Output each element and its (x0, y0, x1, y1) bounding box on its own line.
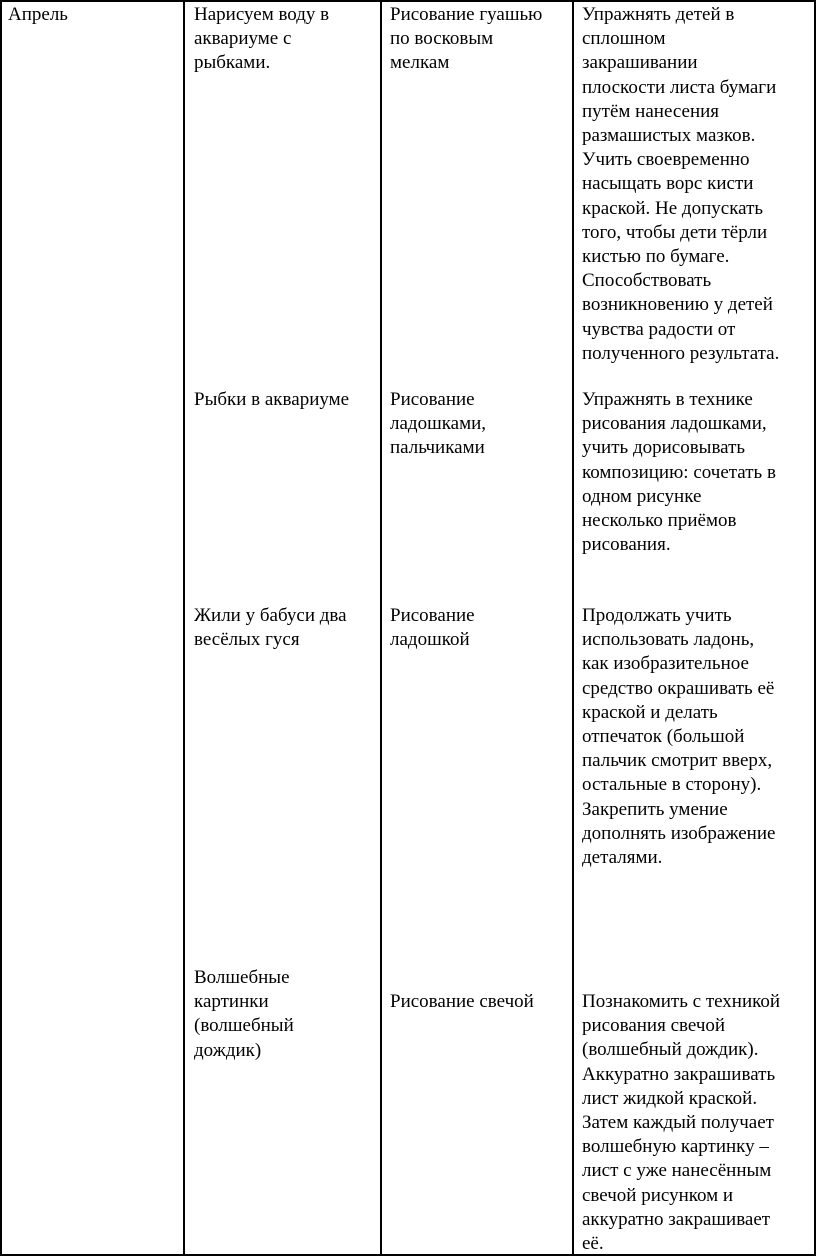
technique-cell: Рисование ладошкой (390, 605, 475, 651)
goals-cell: Упражнять детей в сплошном закрашивании плоскости листа бумаги путём нанесения размашистых мазков. Учить своевременно насыщать ворс кисти краской. Не допускать того, чтобы дети тёрли кистью по бумаге. Способствовать возникновению у детей чувства радости от полученного результата. (582, 4, 780, 364)
month-cell: Апрель (8, 4, 68, 25)
column-divider-1 (183, 0, 185, 1256)
column-divider-2 (380, 0, 382, 1256)
column-divider-3 (572, 0, 574, 1256)
goals-cell: Познакомить с техникой рисования свечой (волшебный дождик). Аккуратно закрашивать лист жидкой краской. Затем каждый получает волшебную картинку – лист с уже нанесённым свечой рисунком и аккуратно закрашивает её. (582, 991, 781, 1255)
table-left-border (0, 0, 2, 1256)
technique-cell: Рисование гуашью по восковым мелкам (390, 4, 543, 74)
topic-cell: Жили у бабуси два весёлых гуся (194, 605, 347, 651)
technique-cell: Рисование свечой (390, 991, 534, 1012)
goals-cell: Упражнять в технике рисования ладошками, учить дорисовывать композицию: сочетать в одном рисунке несколько приёмов рисования. (582, 389, 776, 556)
topic-cell: Нарисуем воду в аквариуме с рыбками. (194, 4, 330, 74)
table-top-border (0, 0, 816, 2)
topic-cell: Рыбки в аквариуме (194, 389, 350, 410)
technique-cell: Рисование ладошками, пальчиками (390, 389, 487, 459)
topic-cell: Волшебные картинки (волшебный дождик) (194, 967, 294, 1061)
goals-cell: Продолжать учить использовать ладонь, как изобразительное средство окрашивать её краской и делать отпечаток (большой пальчик смотрит вверх, остальные в сторону). Закрепить умение дополнять изображение деталями. (582, 605, 776, 869)
